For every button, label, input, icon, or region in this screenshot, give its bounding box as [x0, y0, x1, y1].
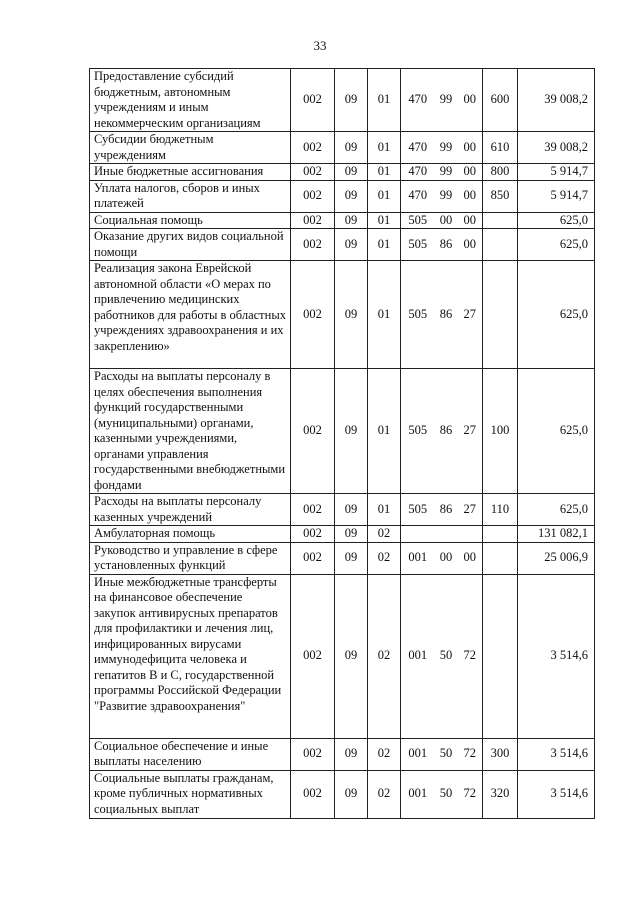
expense-type-code: 320 [483, 770, 518, 818]
ministry-code: 002 [291, 69, 335, 132]
section-code: 09 [335, 770, 368, 818]
expense-type-code [483, 526, 518, 543]
expense-type-code [483, 212, 518, 229]
row-name: Социальное обеспечение и иные выплаты населению [90, 738, 291, 770]
section-code: 09 [335, 229, 368, 261]
csr-subprogram-code: 86 [435, 494, 458, 526]
subsection-code: 01 [368, 212, 401, 229]
ministry-code: 002 [291, 369, 335, 494]
row-name: Уплата налогов, сборов и иных платежей [90, 180, 291, 212]
subsection-code: 01 [368, 180, 401, 212]
section-code: 09 [335, 212, 368, 229]
expense-type-code [483, 229, 518, 261]
amount-value: 5 914,7 [518, 164, 595, 181]
csr-subprogram-code: 99 [435, 164, 458, 181]
subsection-code: 01 [368, 261, 401, 369]
csr-direction-code: 00 [458, 164, 483, 181]
expense-type-code: 600 [483, 69, 518, 132]
section-code: 09 [335, 494, 368, 526]
section-code: 09 [335, 738, 368, 770]
csr-subprogram-code: 86 [435, 229, 458, 261]
expense-type-code [483, 574, 518, 738]
table-row [90, 132, 595, 164]
csr-program-code: 470 [401, 164, 435, 181]
csr-subprogram-code: 50 [435, 574, 458, 738]
csr-direction-code: 00 [458, 542, 483, 574]
row-name: Иные бюджетные ассигнования [90, 164, 291, 181]
expense-type-code: 300 [483, 738, 518, 770]
table-row [90, 69, 595, 132]
section-code: 09 [335, 261, 368, 369]
row-name: Иные межбюджетные трансферты на финансовое обеспечение закупок антивирусных препаратов для профилактики и лечения лиц, инфицированных вирусами иммунодефицита человека и гепатитов В и С, государственной программы Российской Федерации "Развитие здравоохранения" [90, 574, 291, 738]
expense-type-code: 100 [483, 369, 518, 494]
section-code: 09 [335, 69, 368, 132]
subsection-code: 02 [368, 738, 401, 770]
csr-subprogram-code: 86 [435, 369, 458, 494]
amount-value: 5 914,7 [518, 180, 595, 212]
csr-direction-code: 27 [458, 494, 483, 526]
row-name: Реализация закона Еврейской автономной области «О мерах по привлечению медицинских работников для работы в областных учреждениях здравоохранения и их закреплению» [90, 261, 291, 369]
expense-type-code: 800 [483, 164, 518, 181]
row-name: Социальная помощь [90, 212, 291, 229]
amount-value: 625,0 [518, 261, 595, 369]
section-code: 09 [335, 369, 368, 494]
csr-direction-code: 00 [458, 212, 483, 229]
amount-value: 3 514,6 [518, 574, 595, 738]
row-name: Руководство и управление в сфере установленных функций [90, 542, 291, 574]
table-row [90, 738, 595, 770]
csr-direction-code: 00 [458, 180, 483, 212]
csr-direction-code: 72 [458, 770, 483, 818]
section-code: 09 [335, 542, 368, 574]
amount-value: 625,0 [518, 212, 595, 229]
row-name: Расходы на выплаты персоналу казенных учреждений [90, 494, 291, 526]
expense-type-code [483, 261, 518, 369]
csr-program-code: 001 [401, 738, 435, 770]
table-row [90, 542, 595, 574]
row-name: Оказание других видов социальной помощи [90, 229, 291, 261]
csr-program-code: 505 [401, 229, 435, 261]
table-row [90, 526, 595, 543]
csr-direction-code: 27 [458, 261, 483, 369]
csr-program-code: 001 [401, 542, 435, 574]
table-row [90, 164, 595, 181]
csr-subprogram-code: 99 [435, 132, 458, 164]
amount-value: 39 008,2 [518, 132, 595, 164]
csr-subprogram-code: 99 [435, 69, 458, 132]
csr-direction-code: 72 [458, 738, 483, 770]
amount-value: 25 006,9 [518, 542, 595, 574]
row-name: Расходы на выплаты персоналу в целях обеспечения выполнения функций государственными (муниципальными) органами, казенными учреждениями, органами управления государственными внебюджетными фондами [90, 369, 291, 494]
csr-subprogram-code: 00 [435, 212, 458, 229]
amount-value: 625,0 [518, 494, 595, 526]
subsection-code: 02 [368, 574, 401, 738]
amount-value: 3 514,6 [518, 770, 595, 818]
amount-value: 3 514,6 [518, 738, 595, 770]
csr-subprogram-code: 50 [435, 770, 458, 818]
budget-table [89, 68, 595, 819]
subsection-code: 01 [368, 229, 401, 261]
subsection-code: 01 [368, 69, 401, 132]
csr-direction-code: 00 [458, 229, 483, 261]
budget-table-body [90, 69, 595, 819]
csr-program-code: 470 [401, 69, 435, 132]
amount-value: 131 082,1 [518, 526, 595, 543]
section-code: 09 [335, 526, 368, 543]
subsection-code: 01 [368, 132, 401, 164]
ministry-code: 002 [291, 494, 335, 526]
subsection-code: 01 [368, 164, 401, 181]
ministry-code: 002 [291, 229, 335, 261]
csr-direction-code: 00 [458, 69, 483, 132]
subsection-code: 02 [368, 770, 401, 818]
csr-program-code: 001 [401, 770, 435, 818]
ministry-code: 002 [291, 542, 335, 574]
table-row [90, 369, 595, 494]
ministry-code: 002 [291, 770, 335, 818]
csr-subprogram-code: 50 [435, 738, 458, 770]
csr-program-code: 001 [401, 574, 435, 738]
amount-value: 625,0 [518, 369, 595, 494]
table-row [90, 574, 595, 738]
table-row [90, 261, 595, 369]
ministry-code: 002 [291, 526, 335, 543]
table-row [90, 229, 595, 261]
csr-program-code: 505 [401, 494, 435, 526]
expense-type-code: 110 [483, 494, 518, 526]
csr-program-code: 505 [401, 212, 435, 229]
csr-program-code [401, 526, 435, 543]
table-row [90, 494, 595, 526]
table-row [90, 212, 595, 229]
csr-program-code: 470 [401, 180, 435, 212]
ministry-code: 002 [291, 574, 335, 738]
subsection-code: 01 [368, 369, 401, 494]
section-code: 09 [335, 132, 368, 164]
csr-direction-code [458, 526, 483, 543]
table-row [90, 770, 595, 818]
ministry-code: 002 [291, 132, 335, 164]
subsection-code: 02 [368, 542, 401, 574]
csr-program-code: 470 [401, 132, 435, 164]
row-name: Амбулаторная помощь [90, 526, 291, 543]
amount-value: 39 008,2 [518, 69, 595, 132]
row-name: Предоставление субсидий бюджетным, автономным учреждениям и иным некоммерческим организациям [90, 69, 291, 132]
csr-direction-code: 72 [458, 574, 483, 738]
csr-subprogram-code: 00 [435, 542, 458, 574]
section-code: 09 [335, 180, 368, 212]
csr-subprogram-code: 99 [435, 180, 458, 212]
csr-subprogram-code: 86 [435, 261, 458, 369]
expense-type-code: 850 [483, 180, 518, 212]
csr-subprogram-code [435, 526, 458, 543]
amount-value: 625,0 [518, 229, 595, 261]
section-code: 09 [335, 574, 368, 738]
ministry-code: 002 [291, 212, 335, 229]
ministry-code: 002 [291, 164, 335, 181]
ministry-code: 002 [291, 261, 335, 369]
csr-program-code: 505 [401, 261, 435, 369]
page-number: 33 [313, 38, 327, 53]
subsection-code: 02 [368, 526, 401, 543]
section-code: 09 [335, 164, 368, 181]
expense-type-code: 610 [483, 132, 518, 164]
csr-direction-code: 00 [458, 132, 483, 164]
subsection-code: 01 [368, 494, 401, 526]
ministry-code: 002 [291, 180, 335, 212]
row-name: Социальные выплаты гражданам, кроме публичных нормативных социальных выплат [90, 770, 291, 818]
table-row [90, 180, 595, 212]
csr-direction-code: 27 [458, 369, 483, 494]
expense-type-code [483, 542, 518, 574]
ministry-code: 002 [291, 738, 335, 770]
row-name: Субсидии бюджетным учреждениям [90, 132, 291, 164]
csr-program-code: 505 [401, 369, 435, 494]
